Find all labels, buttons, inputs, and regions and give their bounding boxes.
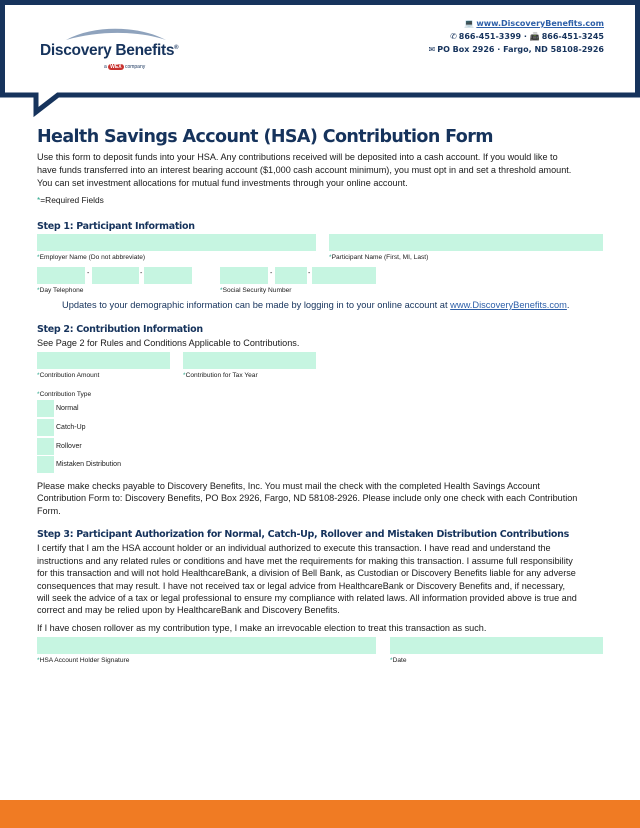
- signature-field[interactable]: [37, 637, 376, 654]
- contribution-amount-label: *Contribution Amount: [37, 372, 100, 379]
- certification-line-1: I certify that I am the HSA account holder or an individual authorized to execute this transaction. I have read and understand the: [37, 543, 551, 553]
- certification-line-5: will seek the advice of a tax or legal professional to ensure my compliance with related laws. All information provided above is true and: [37, 593, 577, 603]
- website-link[interactable]: www.DiscoveryBenefits.com: [476, 19, 604, 28]
- tax-year-field[interactable]: [183, 352, 316, 369]
- online-account-link[interactable]: www.DiscoveryBenefits.com: [450, 300, 567, 310]
- step1-heading: Step 1: Participant Information: [37, 221, 195, 232]
- check-instructions-line-1: Please make checks payable to Discovery Benefits, Inc. You must mail the check with the completed Health Savings Account: [37, 481, 540, 491]
- ssn-dash-1: -: [270, 270, 273, 277]
- day-telephone-label: *Day Telephone: [37, 287, 84, 294]
- contact-block: [429, 17, 605, 56]
- ssn-dash-2: -: [308, 270, 311, 277]
- employer-name-label: *Employer Name (Do not abbreviate): [37, 254, 146, 261]
- check-instructions-line-2: Contribution Form to: Discovery Benefits, PO Box 2926, Fargo, ND 58108-2926. Please include only one check with each Contribution: [37, 493, 578, 503]
- contribution-type-label: *Contribution Type: [37, 391, 92, 398]
- step2-heading: Step 2: Contribution Information: [37, 324, 203, 335]
- date-field[interactable]: [390, 637, 603, 654]
- phone-prefix-field[interactable]: [92, 267, 139, 284]
- participant-name-label: *Participant Name (First, MI, Last): [329, 254, 429, 261]
- phone-dash-2: -: [140, 270, 143, 277]
- mailing-address: PO Box 2926 · Fargo, ND 58108-2926: [437, 45, 604, 54]
- logo-wordmark: Discovery Benefits®: [40, 42, 179, 59]
- demographic-update-note: Updates to your demographic information can be made by logging in to your online account at www.DiscoveryBenefits.com.: [62, 300, 570, 310]
- step2-subheading: See Page 2 for Rules and Conditions Applicable to Contributions.: [37, 338, 300, 348]
- contribution-amount-field[interactable]: [37, 352, 170, 369]
- contact-website-row: [429, 17, 605, 30]
- required-fields-note: *=Required Fields: [37, 195, 104, 205]
- logo-tagline: a WEX company: [104, 64, 146, 70]
- ssn-part-3-field[interactable]: [312, 267, 376, 284]
- ssn-part-1-field[interactable]: [220, 267, 268, 284]
- employer-name-field[interactable]: [37, 234, 316, 251]
- date-label: *Date: [390, 657, 407, 664]
- certification-line-6: correct and may be relied upon by HealthcareBank and Discovery Benefits.: [37, 605, 340, 615]
- catch-up-option-label: Catch-Up: [56, 424, 86, 431]
- tax-year-label: *Contribution for Tax Year: [183, 372, 258, 379]
- step3-heading: Step 3: Participant Authorization for Normal, Catch-Up, Rollover and Mistaken Distribution Contributions: [37, 529, 569, 540]
- footer-bar: [0, 800, 640, 828]
- phone-line-field[interactable]: [144, 267, 192, 284]
- signature-label: *HSA Account Holder Signature: [37, 657, 130, 664]
- form-title: Health Savings Account (HSA) Contribution Form: [37, 127, 493, 147]
- ssn-label: *Social Security Number: [220, 287, 292, 294]
- rollover-checkbox[interactable]: [37, 438, 54, 455]
- normal-checkbox[interactable]: [37, 400, 54, 417]
- ssn-part-2-field[interactable]: [275, 267, 307, 284]
- participant-name-field[interactable]: [329, 234, 603, 251]
- normal-option-label: Normal: [56, 405, 79, 412]
- contact-address-row: [429, 43, 605, 56]
- phone-number: 866-451-3399: [458, 32, 522, 41]
- certification-line-3: for this transaction and will not hold HealthcareBank, a division of Bell Bank, as Custodian or Discovery Benefits liable for any adverse: [37, 568, 576, 578]
- intro-line-2: have funds transferred into an interest bearing account ($1,000 cash account minimum), you must opt in and set a threshold amount.: [37, 165, 572, 175]
- phone-dash-1: -: [87, 270, 90, 277]
- phone-icon: ✆: [450, 32, 457, 41]
- rollover-option-label: Rollover: [56, 443, 82, 450]
- computer-icon: 💻: [464, 19, 475, 28]
- catch-up-checkbox[interactable]: [37, 419, 54, 436]
- mistaken-distribution-option-label: Mistaken Distribution: [56, 461, 121, 468]
- mistaken-distribution-checkbox[interactable]: [37, 456, 54, 473]
- intro-line-1: Use this form to deposit funds into your HSA. Any contributions received will be deposited into a cash account. If you would like to: [37, 152, 558, 162]
- check-instructions-line-3: Form.: [37, 506, 61, 516]
- contact-phone-row: ✆ 866-451-3399 · 📠 866-451-3245: [450, 32, 604, 41]
- intro-line-3: You can set investment allocations for mutual fund investments through your online account.: [37, 178, 408, 188]
- rollover-election-note: If I have chosen rollover as my contribution type, I make an irrevocable election to treat this transaction as such.: [37, 623, 487, 633]
- fax-number: 866-451-3245: [541, 32, 604, 41]
- certification-line-2: instructions and any related rules or conditions and have met the requirements for making this transaction. I assume full responsibility: [37, 556, 573, 566]
- phone-area-code-field[interactable]: [37, 267, 85, 284]
- fax-icon: 📠: [529, 32, 540, 41]
- mail-icon: ✉: [428, 45, 436, 54]
- certification-line-4: consequences that may result. I have not received tax or legal advice from HealthcareBank or Discovery Benefits and, if necessary,: [37, 581, 566, 591]
